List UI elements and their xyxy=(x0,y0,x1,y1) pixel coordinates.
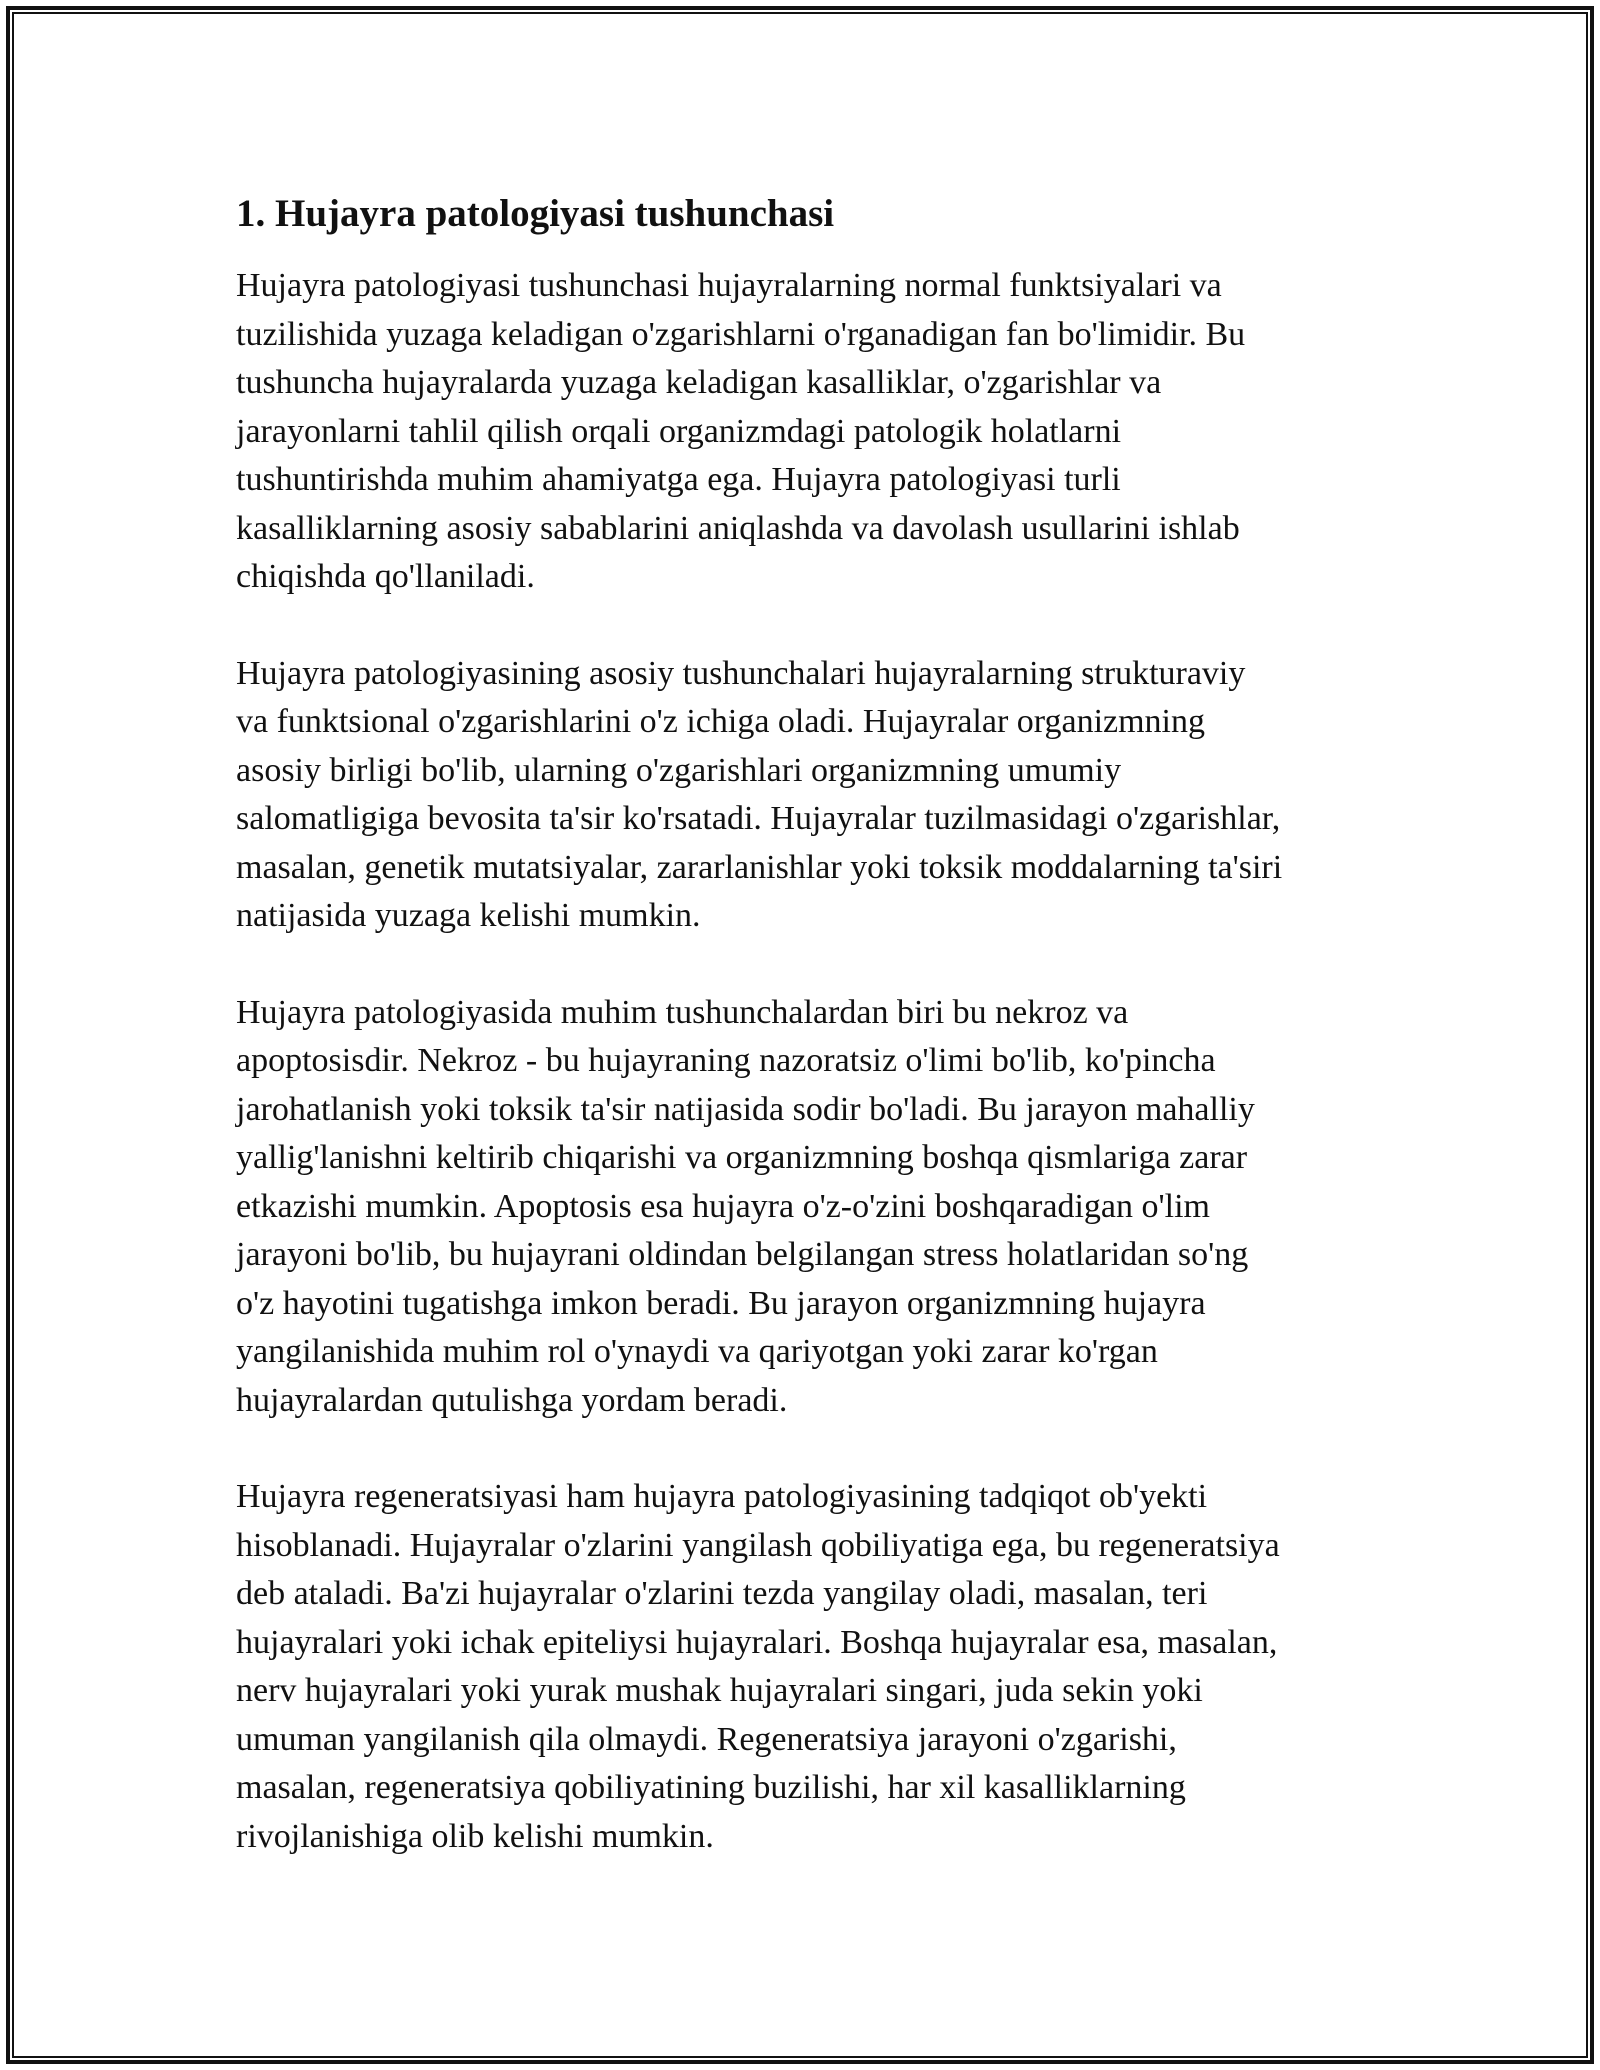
paragraph-4: Hujayra regeneratsiyasi ham hujayra patologiyasining tadqiqot ob'yekti hisoblanadi. Hujayralar o'zlarini yangilash qobiliyatiga ega, bu regeneratsiya deb ataladi. Ba'zi hujayralar o'zlarini tezda yangilay oladi, masalan, teri hujayralari yoki ichak epiteliysi hujayralari. Boshqa hujayralar esa, masalan, nerv hujayralari yoki yurak mushak hujayralari singari, juda sekin yoki umuman yangilanish qila olmaydi. Regeneratsiya jarayoni o'zgarishi, masalan, regeneratsiya qobiliyatining buzilishi, har xil kasalliklarning rivojlanishiga olib kelishi mumkin. xyxy=(236,1478,1280,1855)
paragraph-3: Hujayra patologiyasida muhim tushunchalardan biri bu nekroz va apoptosisdir. Nekroz - bu hujayraning nazoratsiz o'limi bo'lib, ko'pincha jarohatlanish yoki toksik ta'sir natijasida sodir bo'ladi. Bu jarayon mahalliy yallig'lanishni keltirib chiqarishi va organizmning boshqa qismlariga zarar etkazishi mumkin. Apoptosis esa hujayra o'z-o'zini boshqaradigan o'lim jarayoni bo'lib, bu hujayrani oldindan belgilangan stress holatlaridan so'ng o'z hayotini tugatishga imkon beradi. Bu jarayon organizmning hujayra yangilanishida muhim rol o'ynaydi va qariyotgan yoki zarar ko'rgan hujayralardan qutulishga yordam beradi. xyxy=(236,993,1255,1419)
document-body xyxy=(236,186,1386,1861)
section-heading: 1. Hujayra patologiyasi tushunchasi xyxy=(236,192,835,235)
paragraph-1: Hujayra patologiyasi tushunchasi hujayralarning normal funktsiyalari va tuzilishida yuzaga keladigan o'zgarishlarni o'rganadigan fan bo'limidir. Bu tushuncha hujayralarda yuzaga keladigan kasalliklar, o'zgarishlar va jarayonlarni tahlil qilish orqali organizmdagi patologik holatlarni tushuntirishda muhim ahamiyatga ega. Hujayra patologiyasi turli kasalliklarning asosiy sabablarini aniqlashda va davolash usullarini ishlab chiqishda qo'llaniladi. xyxy=(236,267,1246,595)
paragraph-2: Hujayra patologiyasining asosiy tushunchalari hujayralarning strukturaviy va funktsional o'zgarishlarini o'z ichiga oladi. Hujayralar organizmning asosiy birligi bo'lib, ularning o'zgarishlari organizmning umumiy salomatligiga bevosita ta'sir ko'rsatadi. Hujayralar tuzilmasidagi o'zgarishlar, masalan, genetik mutatsiyalar, zararlanishlar yoki toksik moddalarning ta'siri natijasida yuzaga kelishi mumkin. xyxy=(236,654,1283,934)
